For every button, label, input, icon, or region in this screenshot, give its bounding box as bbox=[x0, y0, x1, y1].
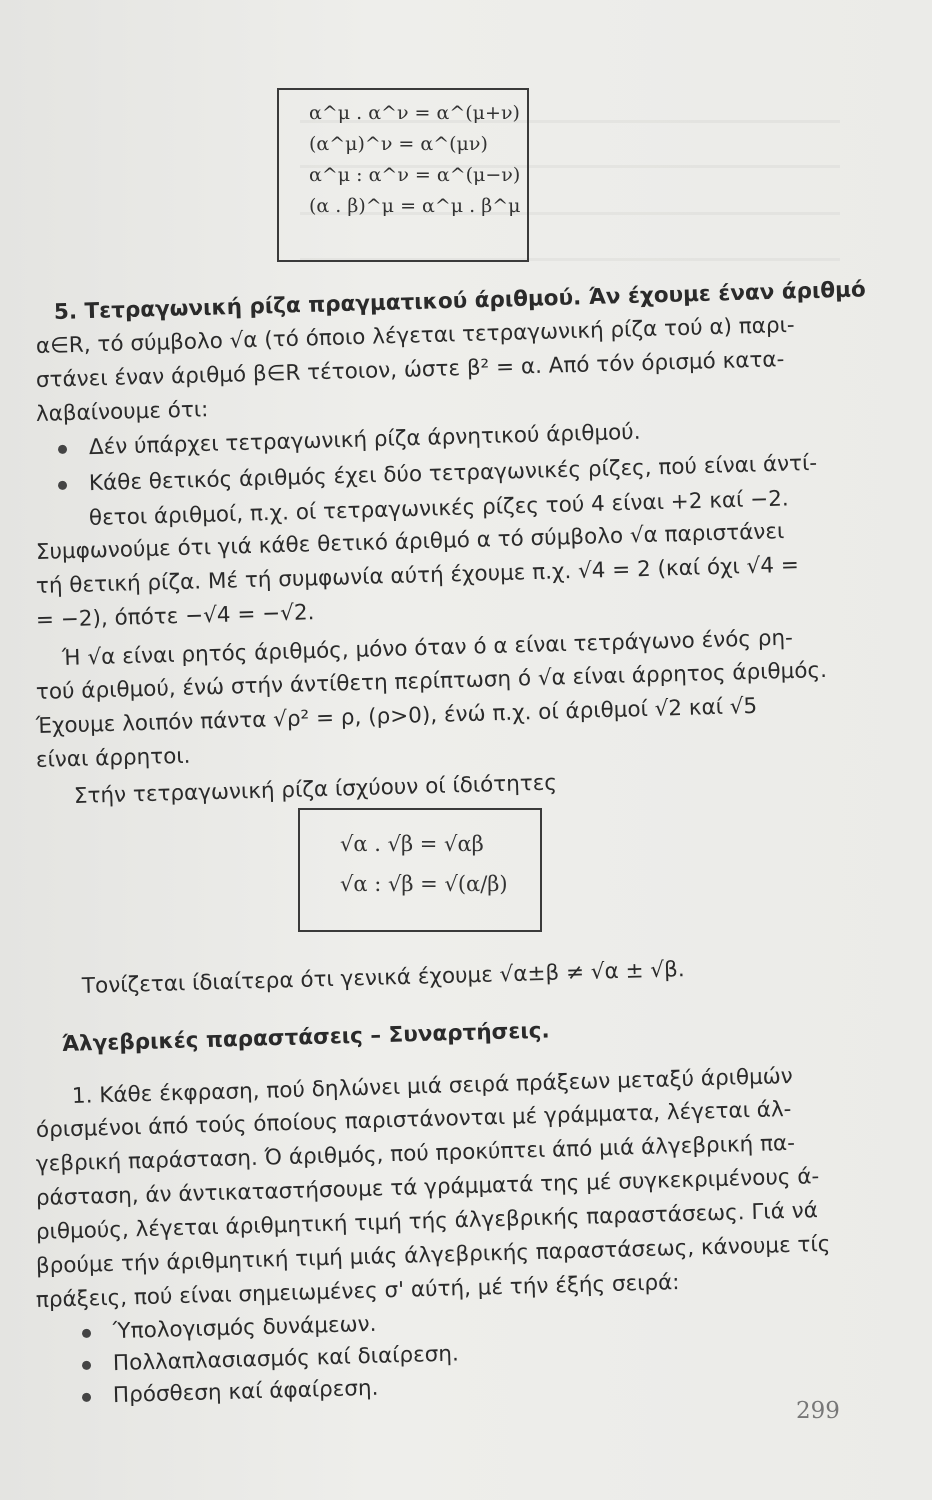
formula: √α : √β = √(α/β) bbox=[340, 872, 508, 896]
formula: α^μ : α^ν = α^(μ−ν) bbox=[309, 164, 521, 186]
text-line: βρούμε τήν άριθμητική τιμή μιάς άλγεβρικής παραστάσεως, κάνουμε τίς bbox=[35, 1231, 831, 1279]
bullet-text: Πρόσθεση καί άφαίρεση. bbox=[112, 1375, 379, 1409]
text-line: στάνει έναν άριθμό β∈R τέτοιον, ώστε β² = α. Από τόν όρισμό κατα- bbox=[35, 347, 785, 393]
formula: α^μ . α^ν = α^(μ+ν) bbox=[309, 102, 520, 124]
text-line: λαβαίνουμε ότι: bbox=[35, 397, 209, 427]
text-line: θετοι άριθμοί, π.χ. οί τετραγωνικές ρίζες τού 4 είναι +2 καί −2. bbox=[88, 486, 790, 531]
text-line: τή θετική ρίζα. Μέ τή συμφωνία αύτή έχουμε π.χ. √4 = 2 (καί όχι √4 = bbox=[35, 552, 800, 599]
text-line: ριθμούς, λέγεται άριθμητική τιμή τής άλγεβρικής παραστάσεως. Γιά νά bbox=[35, 1198, 819, 1245]
bullet-icon bbox=[82, 1360, 91, 1369]
text-line: = −2), όπότε −√4 = −√2. bbox=[35, 600, 315, 633]
text-line: Ή √α είναι ρητός άριθμός, μόνο όταν ό α είναι τετράγωνο ένός ρη- bbox=[61, 625, 794, 671]
power-rules-box bbox=[277, 88, 529, 262]
root-rules-box bbox=[298, 808, 542, 932]
bullet-icon bbox=[58, 444, 67, 453]
page-number: 299 bbox=[796, 1398, 840, 1424]
text-line: α∈R, τό σύμβολο √α (τό όποιο λέγεται τετραγωνική ρίζα τού α) παρι- bbox=[35, 312, 795, 359]
text-line: είναι άρρητοι. bbox=[35, 743, 191, 773]
text-line: Έχουμε λοιπόν πάντα √ρ² = ρ, (ρ>0), ένώ π.χ. οί άριθμοί √2 καί √5 bbox=[35, 693, 758, 739]
section-5-heading: 5. Τετραγωνική ρίζα πραγματικού άριθμού. Άν έχουμε έναν άριθμό bbox=[53, 277, 867, 325]
text-line: γεβρική παράσταση. Ό άριθμός, πού προκύπτει άπό μιά άλγεβρική πα- bbox=[35, 1130, 796, 1177]
text-line: Στήν τετραγωνική ρίζα ίσχύουν οί ίδιότητες bbox=[73, 770, 558, 809]
formula: (α^μ)^ν = α^(μν) bbox=[309, 133, 488, 155]
bullet-text: Πολλαπλασιασμός καί διαίρεση. bbox=[112, 1341, 460, 1377]
text-line: ράσταση, άν άντικαταστήσουμε τά γράμματά της μέ συγκεκριμένους ά- bbox=[35, 1164, 820, 1211]
bullet-icon bbox=[82, 1328, 91, 1337]
bullet-icon bbox=[82, 1392, 91, 1401]
bullet-icon bbox=[58, 480, 67, 489]
text-line: Συμφωνούμε ότι γιά κάθε θετικό άριθμό α τό σύμβολο √α παριστάνει bbox=[35, 519, 785, 565]
section-heading: Άλγεβρικές παραστάσεις – Συναρτήσεις. bbox=[61, 1018, 550, 1057]
text-line: τού άριθμού, ένώ στήν άντίθετη περίπτωση ό √α είναι άρρητος άριθμός. bbox=[35, 657, 828, 705]
text-line: πράξεις, πού είναι σημειωμένες σ' αύτή, μέ τήν έξής σειρά: bbox=[35, 1270, 680, 1313]
bullet-text: Ύπολογισμός δυνάμεων. bbox=[112, 1311, 377, 1345]
bullet-text: Δέν ύπάρχει τετραγωνική ρίζα άρνητικού άριθμού. bbox=[88, 419, 641, 461]
text-line: Τονίζεται ίδιαίτερα ότι γενικά έχουμε √α±β ≠ √α ± √β. bbox=[81, 957, 685, 999]
text-line: 1. Κάθε έκφραση, πού δηλώνει μιά σειρά πράξεων μεταξύ άριθμών bbox=[71, 1063, 794, 1109]
text-line: όρισμένοι άπό τούς όποίους παριστάνονται μέ γράμματα, λέγεται άλ- bbox=[35, 1096, 792, 1143]
formula: (α . β)^μ = α^μ . β^μ bbox=[309, 195, 521, 217]
formula: √α . √β = √αβ bbox=[340, 832, 484, 856]
bullet-text: Κάθε θετικός άριθμός έχει δύο τετραγωνικές ρίζες, πού είναι άντί- bbox=[88, 450, 818, 497]
